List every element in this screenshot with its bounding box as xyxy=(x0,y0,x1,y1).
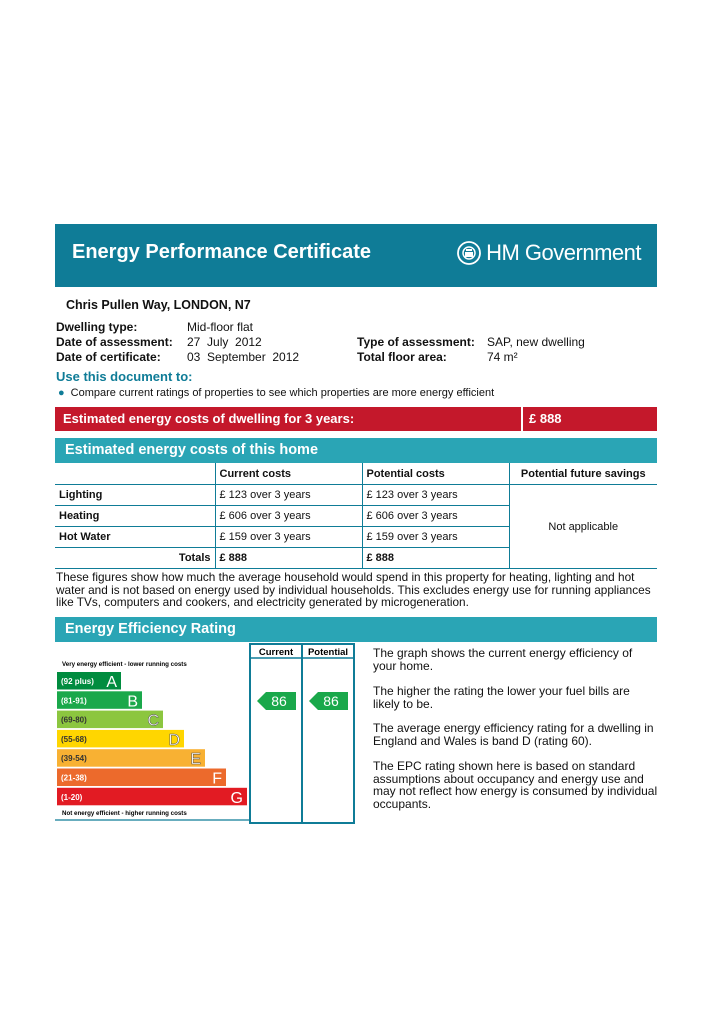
hm-government-logo xyxy=(456,240,641,266)
efficiency-text-1: The graph shows the current energy efficiency of your home. xyxy=(373,646,633,673)
efficiency-text-4: The EPC rating shown here is based on standard assumptions about occupancy and energy use and may not reflect how energy is consumed by individual occupants. xyxy=(373,759,658,811)
bullet-text: Compare current ratings of properties to see which properties are more energy efficient xyxy=(70,387,495,399)
col-current-costs: Current costs xyxy=(215,463,362,485)
rating-band-g xyxy=(57,788,247,807)
row-potential: £ 123 over 3 years xyxy=(362,485,509,506)
rating-band-b xyxy=(57,691,142,710)
totals-potential: £ 888 xyxy=(362,548,509,569)
costs-table xyxy=(55,463,657,569)
efficiency-section-header xyxy=(55,617,657,642)
certificate-date-value: 03 September 2012 xyxy=(187,350,300,364)
totals-label: Totals xyxy=(55,548,215,569)
estimated-3yr-cost-bar xyxy=(55,407,657,431)
band-letter: F xyxy=(212,770,222,788)
brand-text: HM Government xyxy=(486,240,641,265)
top-note: Very energy efficient - lower running costs xyxy=(62,661,187,668)
row-potential: £ 606 over 3 years xyxy=(362,506,509,527)
efficiency-text-3: The average energy efficiency rating for a dwelling in England and Wales is band D (rating 60). xyxy=(373,721,654,748)
certificate-header xyxy=(55,224,657,287)
bottom-note: Not energy efficient - higher running costs xyxy=(62,810,187,817)
use-document-bullet xyxy=(58,387,494,399)
efficiency-text-2: The higher the rating the lower your fuel bills are likely to be. xyxy=(373,684,630,711)
band-range: (21-38) xyxy=(61,773,87,783)
row-current: £ 606 over 3 years xyxy=(215,506,362,527)
costs-section-title: Estimated energy costs of this home xyxy=(65,442,319,458)
row-potential: £ 159 over 3 years xyxy=(362,527,509,548)
future-savings-value: Not applicable xyxy=(509,485,657,569)
floor-area-value: 74 m² xyxy=(487,350,518,364)
col-future-savings: Potential future savings xyxy=(509,463,657,485)
assessment-date-value: 27 July 2012 xyxy=(187,335,262,349)
band-letter: E xyxy=(190,751,201,769)
band-letter: G xyxy=(230,789,243,807)
royal-crest-icon xyxy=(456,240,482,266)
rating-band-e xyxy=(57,749,205,768)
property-address: Chris Pullen Way, LONDON, N7 xyxy=(66,298,251,312)
row-label: Lighting xyxy=(55,485,215,506)
efficiency-section-title: Energy Efficiency Rating xyxy=(65,621,236,637)
certificate-date-label: Date of certificate: xyxy=(56,350,161,364)
band-range: (92 plus) xyxy=(61,677,94,686)
bullet-icon: ● xyxy=(58,387,65,399)
divider xyxy=(521,407,523,431)
current-rating-arrow xyxy=(257,692,296,710)
col-current-label: Current xyxy=(258,647,294,658)
estimated-3yr-label: Estimated energy costs of dwelling for 3 years: xyxy=(63,411,355,426)
band-letter: D xyxy=(168,731,180,749)
use-document-title: Use this document to: xyxy=(56,369,193,384)
band-range: (69-80) xyxy=(61,715,87,725)
rating-band-a xyxy=(57,672,121,691)
band-letter: A xyxy=(106,674,117,691)
assessment-date-label: Date of assessment: xyxy=(56,335,173,349)
row-label: Heating xyxy=(55,506,215,527)
col-potential-label: Potential xyxy=(307,647,349,658)
rating-band-d xyxy=(57,730,184,749)
band-range: (1-20) xyxy=(61,792,83,802)
costs-explanation: These figures show how much the average household would spend in this property for heating, lighting and hot water and is not based on energy used by individual households. This excludes energy use for running appliances like TVs, computers and cookers, and electricity generated by microgeneration. xyxy=(56,570,651,610)
potential-rating-value: 86 xyxy=(323,693,339,709)
rating-band-f xyxy=(57,769,226,788)
dwelling-type-value: Mid-floor flat xyxy=(187,320,254,334)
totals-current: £ 888 xyxy=(215,548,362,569)
floor-area-label: Total floor area: xyxy=(357,350,447,364)
col-potential-costs: Potential costs xyxy=(362,463,509,485)
efficiency-rating-chart xyxy=(55,643,357,825)
table-row xyxy=(55,485,657,506)
rating-band-c xyxy=(57,711,163,730)
assessment-type-label: Type of assessment: xyxy=(357,335,475,349)
row-current: £ 159 over 3 years xyxy=(215,527,362,548)
costs-table-header xyxy=(55,463,657,485)
band-range: (81-91) xyxy=(61,696,87,706)
band-letter: C xyxy=(147,712,159,730)
band-letter: B xyxy=(127,693,138,711)
potential-rating-arrow xyxy=(309,692,348,710)
dwelling-type-label: Dwelling type: xyxy=(56,320,138,334)
band-range: (39-54) xyxy=(61,754,87,764)
band-bar xyxy=(57,788,247,806)
estimated-3yr-value: £ 888 xyxy=(529,411,562,426)
assessment-type-value: SAP, new dwelling xyxy=(487,335,585,349)
row-label: Hot Water xyxy=(55,527,215,548)
certificate-title: Energy Performance Certificate xyxy=(72,241,372,263)
current-rating-value: 86 xyxy=(271,693,287,709)
row-current: £ 123 over 3 years xyxy=(215,485,362,506)
band-range: (55-68) xyxy=(61,734,87,744)
costs-section-header xyxy=(55,438,657,463)
